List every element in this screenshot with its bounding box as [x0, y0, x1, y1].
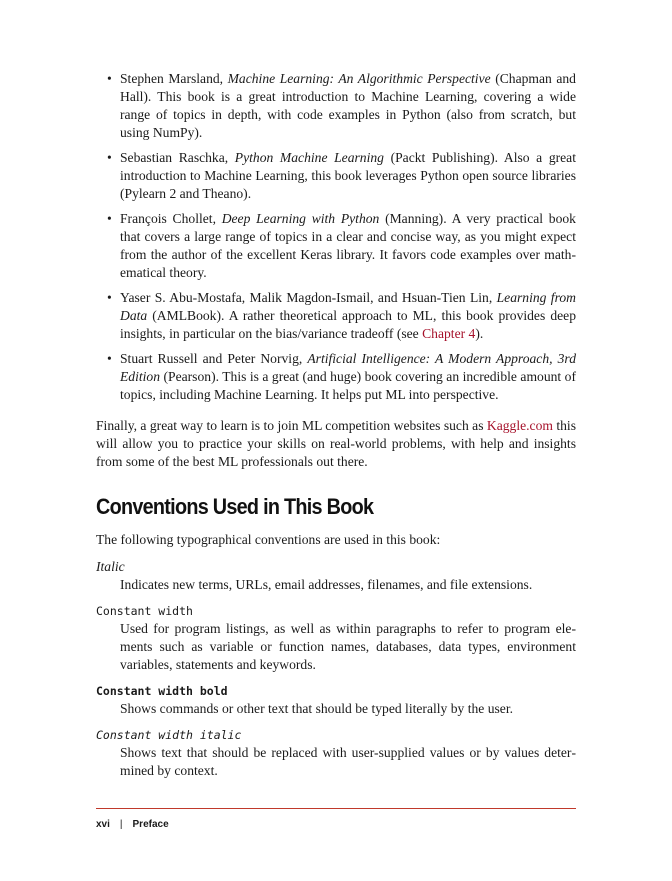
convention-item — [96, 602, 576, 674]
convention-item — [96, 682, 576, 718]
convention-definition: Shows commands or other text that should be typed literally by the user. — [120, 701, 514, 716]
convention-term: Constant width italic — [96, 728, 242, 742]
resource-description: (Chapman and Hall). This book is a great introduction to Machine Learning, covering a wide range of topics in depth, with code examples in Python (also from scratch, but using NumPy). — [120, 71, 576, 140]
section-intro: The following typographical conventions are used in this book: — [96, 532, 441, 547]
bullet-icon: • — [107, 290, 112, 305]
resource-description-end: ). — [475, 326, 484, 341]
resource-description: (Manning). A very practical book that covers a large range of topics in a clear and concise way, as you might expect from the author of the excellent Keras library. It favors code examples over mathematical theory. — [120, 211, 576, 280]
closing-text: Finally, a great way to learn is to join ML competition websites such as — [96, 418, 487, 433]
convention-item — [96, 726, 576, 780]
chapter-4-link[interactable]: Chapter 4 — [422, 326, 476, 341]
resource-authors: Yaser S. Abu-Mostafa, Malik Magdon-Ismail, and Hsuan-Tien Lin, — [120, 290, 497, 305]
convention-term: Constant width bold — [96, 684, 228, 698]
resource-description: (Pearson). This is a great (and huge) book covering an incredible amount of topics, including Machine Learning. It helps put ML into perspective. — [120, 369, 576, 402]
resource-authors: Stuart Russell and Peter Norvig, — [120, 351, 308, 366]
list-item — [96, 70, 576, 142]
bullet-icon: • — [107, 351, 112, 366]
resource-title: Machine Learning: An Algorithmic Perspective — [227, 71, 491, 86]
page-content — [96, 70, 576, 788]
kaggle-link[interactable]: Kaggle.com — [486, 418, 553, 433]
resource-list — [96, 70, 576, 404]
page-number: xvi — [96, 819, 110, 830]
bullet-icon: • — [107, 211, 112, 226]
convention-definition: Indicates new terms, URLs, email addresses, filenames, and file extensions. — [120, 577, 533, 592]
list-item — [96, 149, 576, 203]
section-heading: Conventions Used in This Book — [96, 494, 374, 519]
resource-description: (AMLBook). A rather theoretical approach to ML, this book provides deep insights, in particular on the bias/variance tradeoff (see — [120, 308, 576, 341]
resource-authors: Stephen Marsland, — [120, 71, 228, 86]
convention-definition: Used for program listings, as well as within paragraphs to refer to program elements such as variable or function names, databases, data types, environment variables, statements and keywords. — [120, 621, 576, 672]
convention-term: Constant width — [96, 604, 193, 618]
list-item — [96, 289, 576, 343]
convention-definition: Shows text that should be replaced with user-supplied values or by values determined by context. — [120, 745, 576, 778]
resource-title: Learning from Data — [120, 290, 576, 323]
bullet-icon: • — [107, 150, 112, 165]
resource-title: Python Machine Learning — [234, 150, 384, 165]
closing-text-end: this will allow you to practice your skills on real-world problems, with help and insights from some of the best ML professionals out there. — [96, 418, 576, 469]
closing-paragraph — [96, 417, 576, 471]
resource-title: Deep Learning with Python — [221, 211, 380, 226]
convention-item — [96, 558, 576, 594]
list-item — [96, 350, 576, 404]
footer-section: Preface — [132, 819, 169, 830]
resource-authors: Sebastian Raschka, — [120, 150, 235, 165]
bullet-icon: • — [107, 71, 112, 86]
resource-title: Artificial Intelligence: A Modern Approach, 3rd Edition — [120, 351, 576, 384]
convention-term: Italic — [96, 559, 125, 574]
resource-authors: François Chollet, — [120, 211, 222, 226]
resource-description: (Packt Publishing). Also a great introduction to Machine Learning, this book leverages Python open source libraries (Pylearn 2 and Theano). — [120, 150, 576, 201]
footer-separator: | — [119, 819, 123, 830]
list-item — [96, 210, 576, 282]
page-footer — [96, 808, 576, 834]
